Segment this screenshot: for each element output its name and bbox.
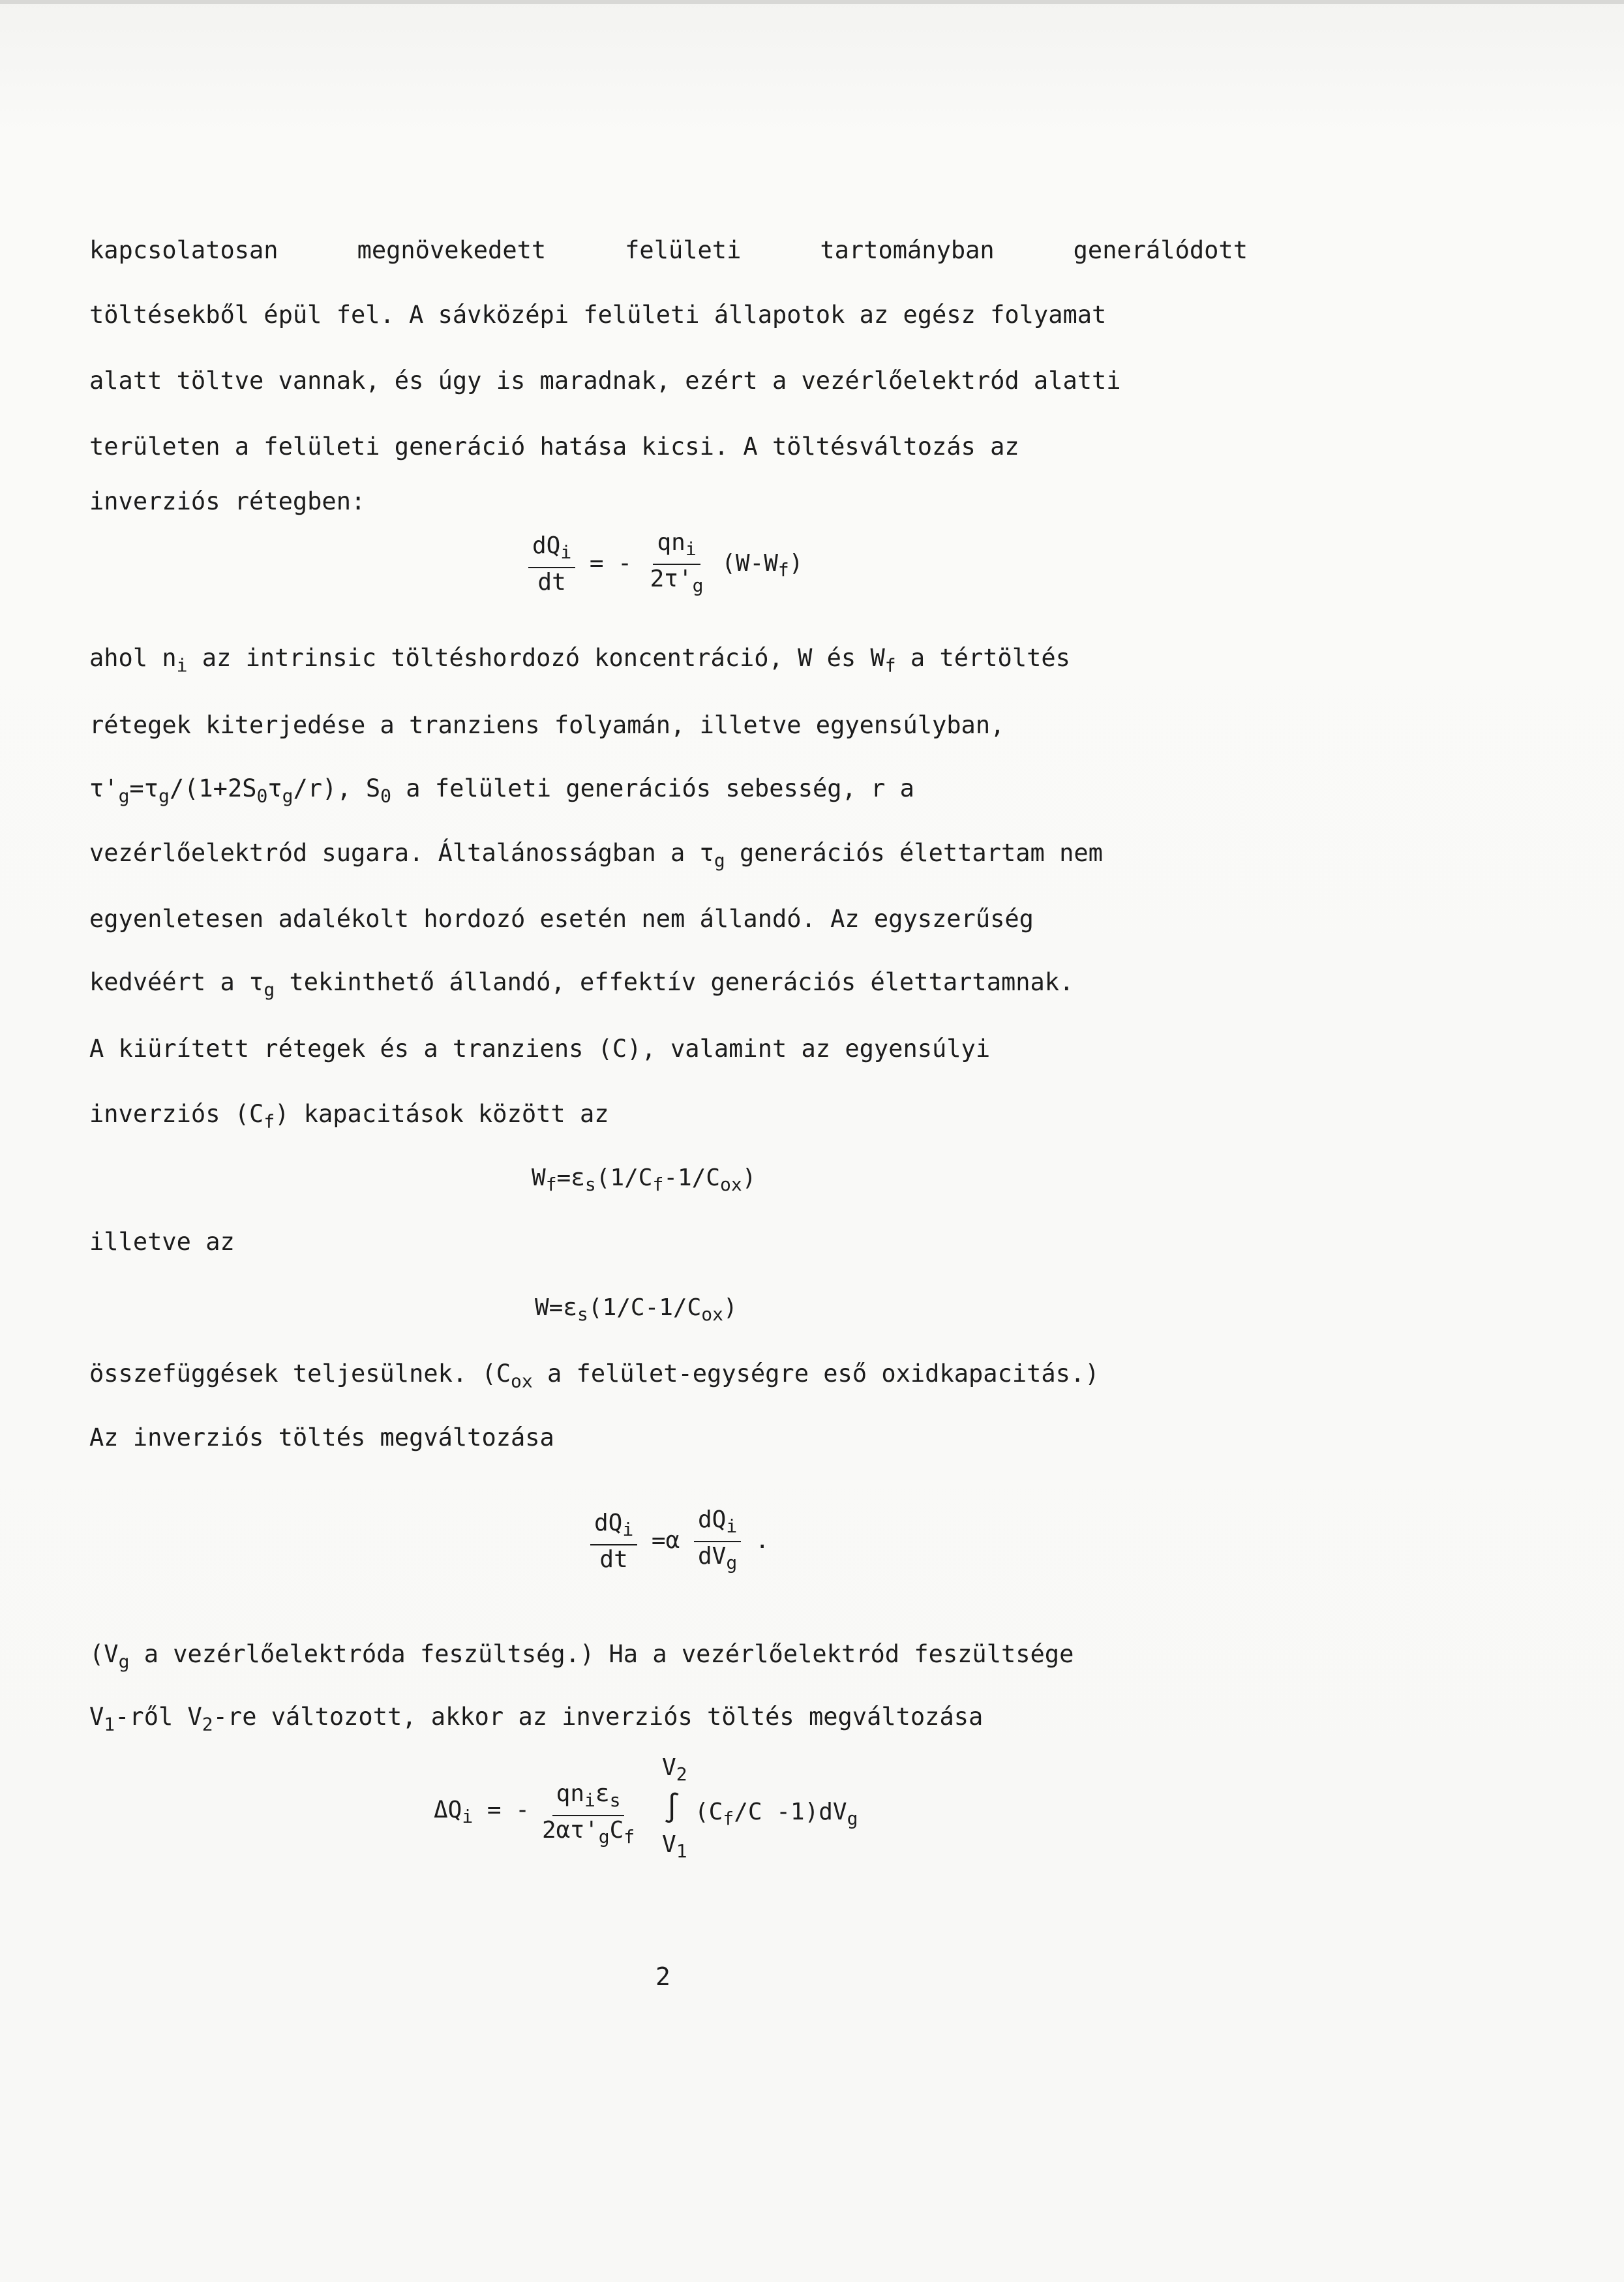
text-line: Az inverziós töltés megváltozása <box>89 1423 554 1452</box>
text-line: ($V_g$ a vezérlőelektróda feszültség.) Ha a vezérlőelektród feszültsége <box>89 1640 1074 1673</box>
text-line: illetve az <box>89 1228 235 1256</box>
word: kapcsolatosan <box>89 236 278 264</box>
word: generálódott <box>1073 236 1248 264</box>
word: felületi <box>625 236 742 264</box>
fraction: $\frac{qn_i}{2\tau'_g}$ <box>650 529 704 597</box>
text-line: $\tau'_g=\tau_g/(1+2S_0\tau_g/r)$, $S_0$ a felületi generációs sebesség, r a <box>89 774 914 807</box>
fraction: $\frac{dQ_i}{dV_g}$ <box>694 1507 741 1576</box>
word: tartományban <box>820 236 995 264</box>
text-line: ahol $n_i$ az intrinsic töltéshordozó koncentráció, W és $W_f$ a tértöltés <box>89 644 1070 677</box>
text-line: vezérlőelektród sugara. Általánosságban a $\tau_g$ generációs élettartam nem <box>89 839 1103 872</box>
word: megnövekedett <box>357 236 547 264</box>
text-line: A kiürített rétegek és a tranziens (C), valamint az egyensúlyi <box>89 1035 991 1063</box>
fraction: $qn_i\varepsilon_s$ $2\alpha\tau'_gC_f$ <box>542 1780 635 1848</box>
equation-1: $\frac{dQ_i}{dt}$ = - $\frac{qn_i}{2\tau'_g}$ $(W-W_f)$ <box>528 530 803 599</box>
text-line: töltésekből épül fel. A sávközépi felületi állapotok az egész folyamat <box>89 301 1107 329</box>
text-line: rétegek kiterjedése a tranziens folyamán, illetve egyensúlyban, <box>89 711 1005 739</box>
text-line: alatt töltve vannak, és úgy is maradnak, ezért a vezérlőelektród alatti <box>89 367 1121 395</box>
text-line: inverziós rétegben: <box>89 487 366 515</box>
text-line: inverziós $(C_f)$ kapacitások között az <box>89 1100 609 1133</box>
page-number: 2 <box>655 1962 670 1991</box>
fraction: $\frac{dQ_i}{dt}$ <box>528 533 575 596</box>
text-line: $V_1$-ről $V_2-re$ változott, akkor az inverziós töltés megváltozása <box>89 1703 984 1735</box>
text-line: összefüggések teljesülnek. ($C_{ox}$ a felület-egységre eső oxidkapacitás.) <box>89 1360 1100 1392</box>
text-line: kedvéért a $\tau_g$ tekinthető állandó, effektív generációs élettartamnak. <box>89 968 1074 1001</box>
scan-edge <box>0 0 1624 4</box>
text-line <box>89 235 1248 266</box>
text-line: egyenletesen adalékolt hordozó esetén nem állandó. Az egyszerűség <box>89 905 1034 933</box>
equation-2: $W_f=\varepsilon_s(1/C_f-1/C_{ox})$ <box>532 1164 757 1196</box>
fraction: $\frac{dQ_i}{dt}$ <box>590 1510 637 1573</box>
equation-3: $W=\varepsilon_s(1/C-1/C_{ox})$ <box>535 1294 738 1326</box>
equation-5: $\Delta Q_i$ = - $qn_i\varepsilon_s$ $2\alpha\tau'_gC_f$ $V_2$ ∫ $V_1$ ($C_f/C$ $-1)dV_g$ <box>434 1754 858 1863</box>
equation-4: $\frac{dQ_i}{dt}$ =α $\frac{dQ_i}{dV_g}$ . <box>590 1507 770 1576</box>
text-line: területen a felületi generáció hatása kicsi. A töltésváltozás az <box>89 433 1019 461</box>
